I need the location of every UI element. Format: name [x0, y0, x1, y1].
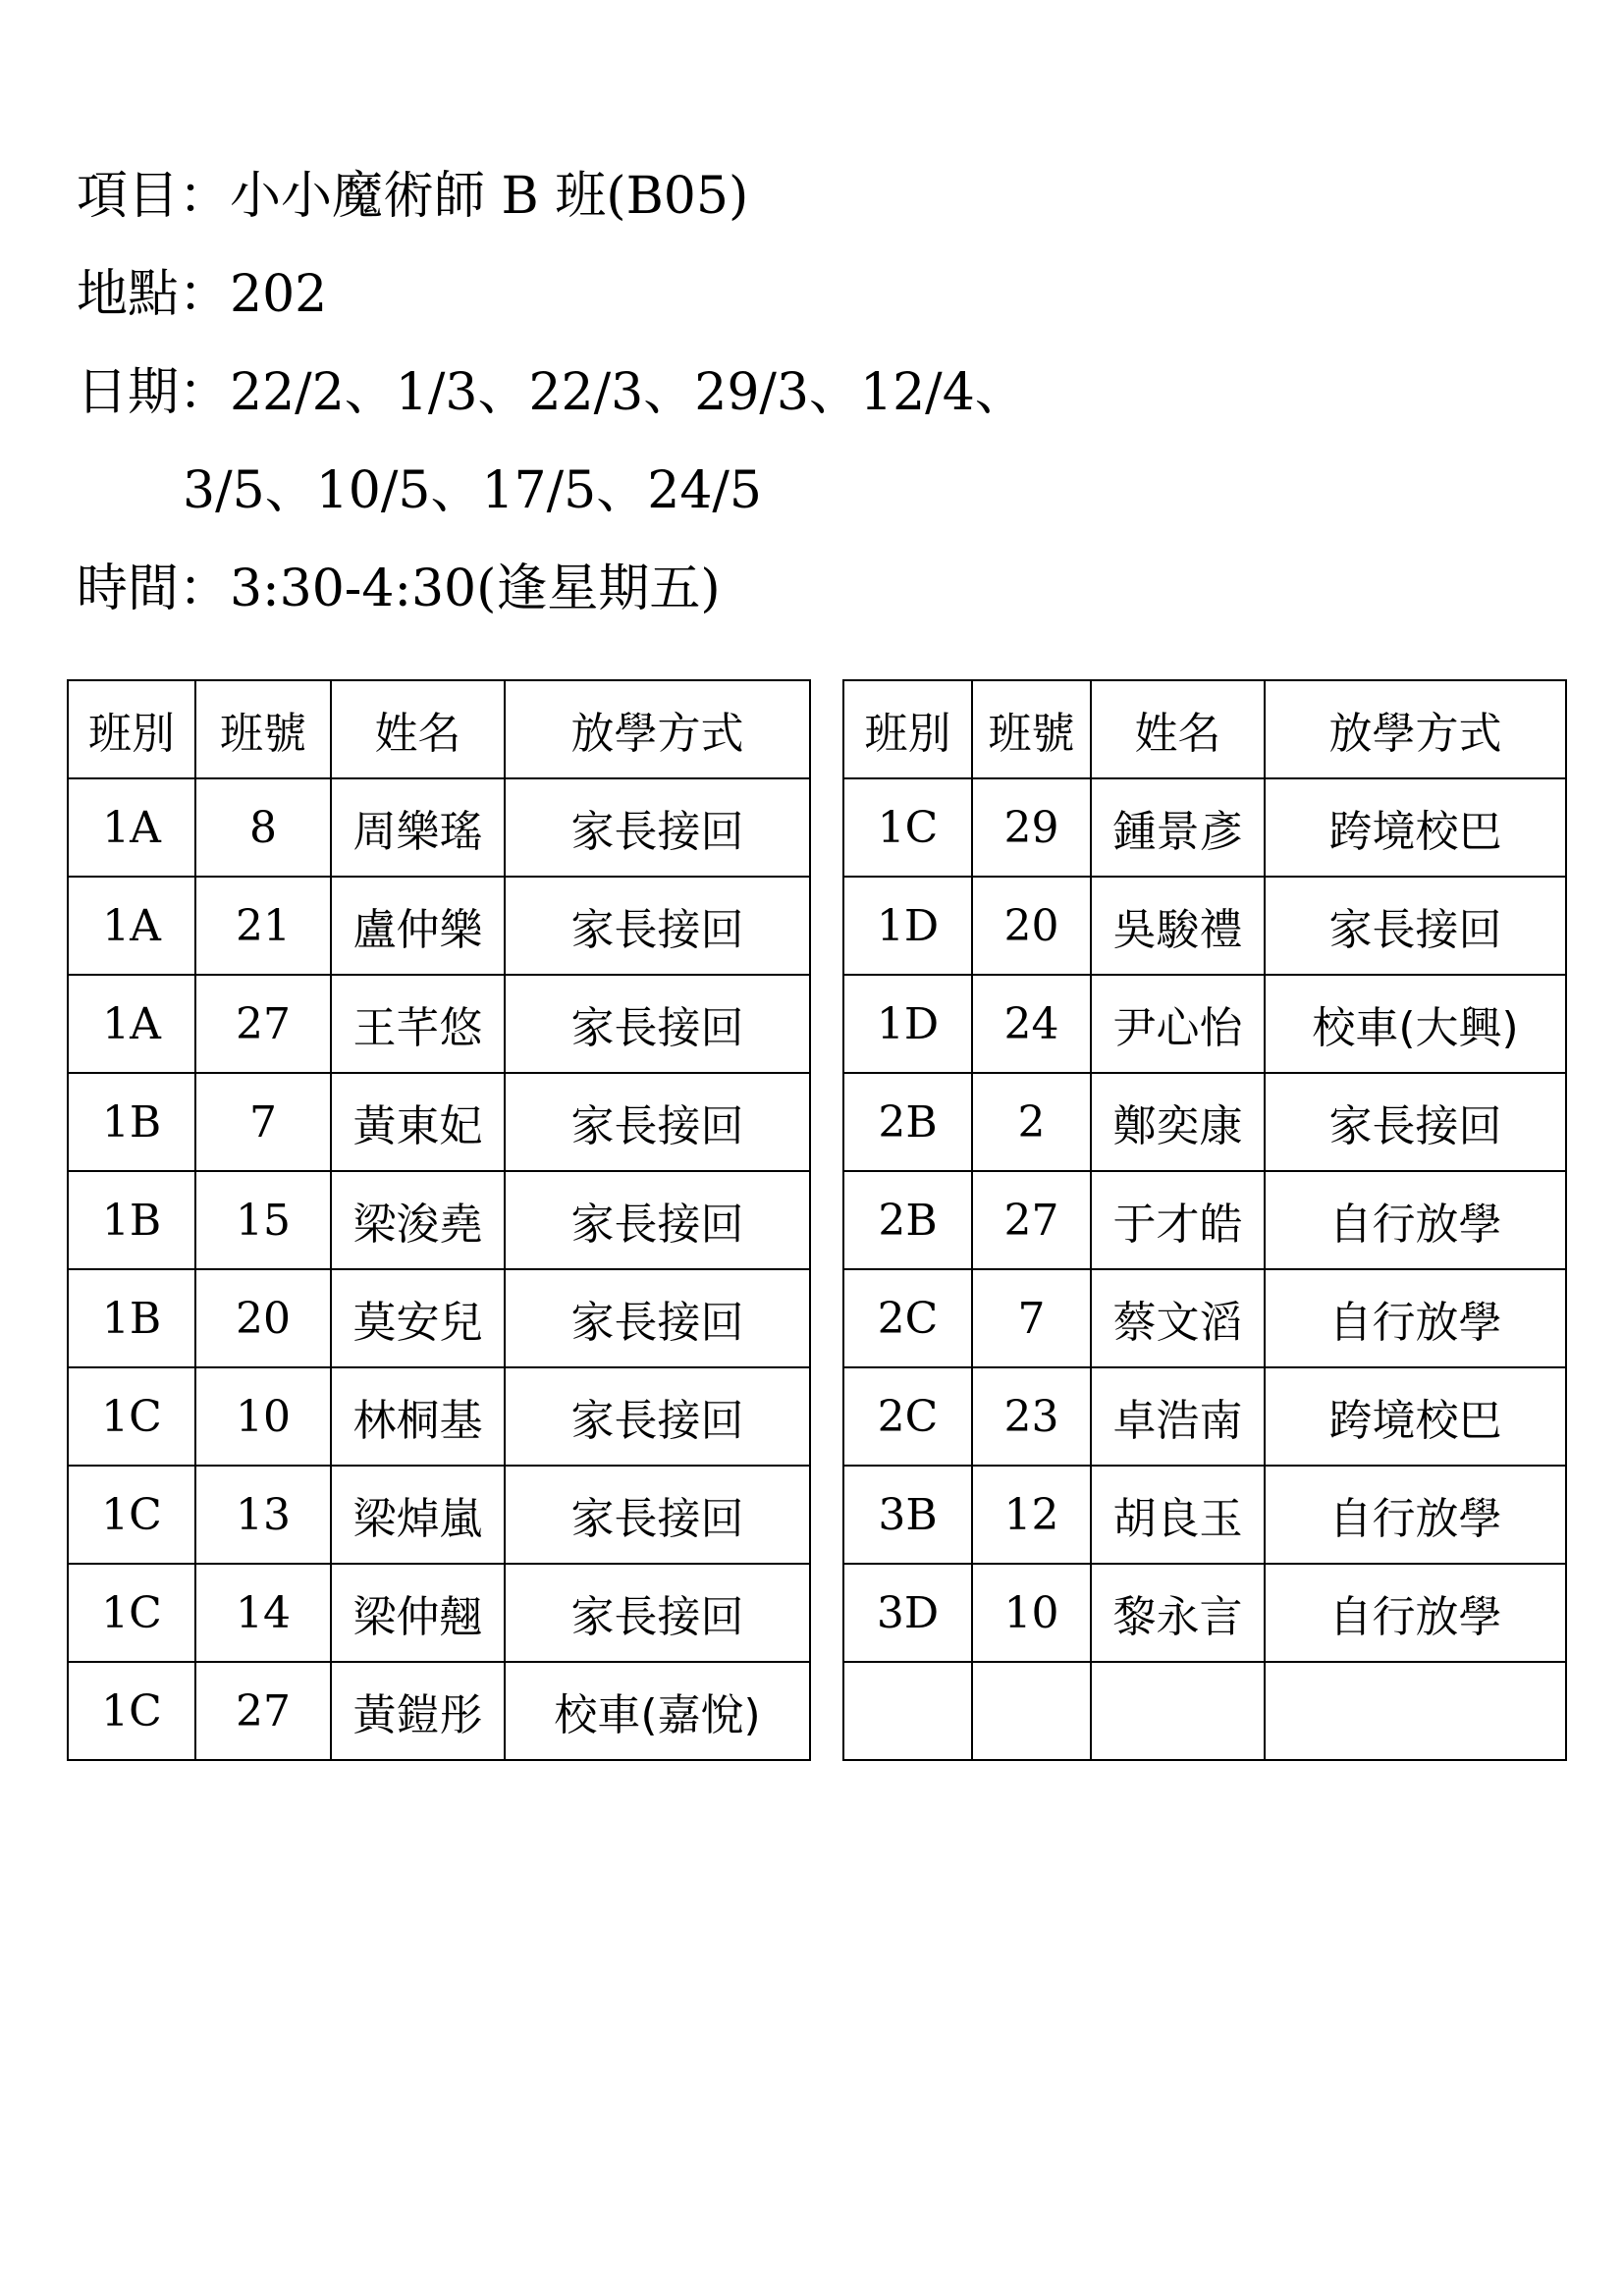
class-cell: 1C [68, 1466, 195, 1564]
class-cell: 1A [68, 975, 195, 1073]
table-row [68, 1662, 810, 1760]
date-value-continued: 3/5、10/5、17/5、24/5 [183, 461, 763, 520]
class-cell: 1B [68, 1269, 195, 1367]
class-cell: 1D [843, 877, 972, 975]
name-cell: 卓浩南 [1091, 1367, 1265, 1466]
time-value: 3:30-4:30(逢星期五) [230, 560, 721, 618]
date-line-continued [77, 442, 1026, 540]
dismissal-cell: 家長接回 [1265, 877, 1566, 975]
class-cell [843, 1662, 972, 1760]
name-cell: 梁焯嵐 [331, 1466, 505, 1564]
name-cell: 胡良玉 [1091, 1466, 1265, 1564]
class-cell: 2C [843, 1269, 972, 1367]
table-row [68, 1073, 810, 1171]
name-cell: 黃鎧彤 [331, 1662, 505, 1760]
column-header: 班號 [195, 680, 331, 778]
class-cell: 1C [843, 778, 972, 877]
class-cell: 1C [68, 1564, 195, 1662]
number-cell: 29 [972, 778, 1091, 877]
table-header-row [843, 680, 1566, 778]
column-header: 放學方式 [1265, 680, 1566, 778]
table-row [843, 975, 1566, 1073]
table-row [68, 1367, 810, 1466]
column-header: 姓名 [331, 680, 505, 778]
item-value: 小小魔術師 B 班(B05) [230, 167, 749, 226]
place-line [77, 245, 1026, 344]
dismissal-cell: 家長接回 [1265, 1073, 1566, 1171]
dismissal-cell: 家長接回 [505, 1564, 810, 1662]
dismissal-cell: 家長接回 [505, 975, 810, 1073]
number-cell: 7 [972, 1269, 1091, 1367]
number-cell: 15 [195, 1171, 331, 1269]
table-row [68, 1564, 810, 1662]
name-cell: 鄭奕康 [1091, 1073, 1265, 1171]
dismissal-cell: 校車(嘉悅) [505, 1662, 810, 1760]
dismissal-cell [1265, 1662, 1566, 1760]
table-header-row [68, 680, 810, 778]
name-cell: 盧仲樂 [331, 877, 505, 975]
name-cell: 梁仲翹 [331, 1564, 505, 1662]
class-cell: 1D [843, 975, 972, 1073]
class-cell: 2C [843, 1367, 972, 1466]
name-cell: 蔡文滔 [1091, 1269, 1265, 1367]
item-line [77, 147, 1026, 245]
activity-info [77, 147, 1026, 638]
table-row [843, 1073, 1566, 1171]
student-table-left [67, 679, 811, 1761]
table-row [68, 1171, 810, 1269]
dismissal-cell: 校車(大興) [1265, 975, 1566, 1073]
column-header: 班號 [972, 680, 1091, 778]
dismissal-cell: 自行放學 [1265, 1269, 1566, 1367]
number-cell: 7 [195, 1073, 331, 1171]
dismissal-cell: 家長接回 [505, 1073, 810, 1171]
name-cell: 鍾景彥 [1091, 778, 1265, 877]
name-cell: 尹心怡 [1091, 975, 1265, 1073]
dismissal-cell: 家長接回 [505, 877, 810, 975]
dismissal-cell: 自行放學 [1265, 1466, 1566, 1564]
name-cell: 王芊悠 [331, 975, 505, 1073]
number-cell: 20 [972, 877, 1091, 975]
place-label: 地點： [77, 265, 231, 324]
table-row [68, 1466, 810, 1564]
number-cell: 20 [195, 1269, 331, 1367]
table-row [68, 778, 810, 877]
class-cell: 3D [843, 1564, 972, 1662]
table-row [68, 975, 810, 1073]
number-cell: 13 [195, 1466, 331, 1564]
number-cell: 10 [195, 1367, 331, 1466]
date-label: 日期： [77, 363, 231, 422]
dismissal-cell: 家長接回 [505, 778, 810, 877]
dismissal-cell: 自行放學 [1265, 1564, 1566, 1662]
number-cell [972, 1662, 1091, 1760]
student-table-right [842, 679, 1567, 1761]
dismissal-cell: 跨境校巴 [1265, 778, 1566, 877]
table-row [843, 1564, 1566, 1662]
table-row [843, 778, 1566, 877]
name-cell: 于才皓 [1091, 1171, 1265, 1269]
table-row [843, 1171, 1566, 1269]
class-cell: 1C [68, 1367, 195, 1466]
number-cell: 2 [972, 1073, 1091, 1171]
date-line [77, 344, 1026, 442]
number-cell: 8 [195, 778, 331, 877]
class-cell: 1B [68, 1073, 195, 1171]
number-cell: 27 [195, 1662, 331, 1760]
number-cell: 10 [972, 1564, 1091, 1662]
place-value: 202 [230, 265, 328, 324]
class-cell: 1A [68, 778, 195, 877]
dismissal-cell: 自行放學 [1265, 1171, 1566, 1269]
table-row [68, 1269, 810, 1367]
date-value: 22/2、1/3、22/3、29/3、12/4、 [230, 363, 1026, 422]
dismissal-cell: 跨境校巴 [1265, 1367, 1566, 1466]
dismissal-cell: 家長接回 [505, 1367, 810, 1466]
table-row [843, 877, 1566, 975]
class-cell: 1A [68, 877, 195, 975]
name-cell: 吳駿禮 [1091, 877, 1265, 975]
table-row [68, 877, 810, 975]
number-cell: 12 [972, 1466, 1091, 1564]
number-cell: 27 [195, 975, 331, 1073]
column-header: 班別 [843, 680, 972, 778]
name-cell: 黃東妃 [331, 1073, 505, 1171]
number-cell: 14 [195, 1564, 331, 1662]
name-cell: 黎永言 [1091, 1564, 1265, 1662]
table-row [843, 1662, 1566, 1760]
number-cell: 23 [972, 1367, 1091, 1466]
class-cell: 2B [843, 1073, 972, 1171]
class-cell: 2B [843, 1171, 972, 1269]
name-cell: 梁浚堯 [331, 1171, 505, 1269]
name-cell [1091, 1662, 1265, 1760]
dismissal-cell: 家長接回 [505, 1269, 810, 1367]
number-cell: 24 [972, 975, 1091, 1073]
dismissal-cell: 家長接回 [505, 1466, 810, 1564]
column-header: 放學方式 [505, 680, 810, 778]
table-row [843, 1367, 1566, 1466]
number-cell: 27 [972, 1171, 1091, 1269]
class-cell: 1C [68, 1662, 195, 1760]
dismissal-cell: 家長接回 [505, 1171, 810, 1269]
time-line [77, 540, 1026, 638]
table-row [843, 1466, 1566, 1564]
name-cell: 周樂瑤 [331, 778, 505, 877]
table-row [843, 1269, 1566, 1367]
column-header: 姓名 [1091, 680, 1265, 778]
column-header: 班別 [68, 680, 195, 778]
class-cell: 1B [68, 1171, 195, 1269]
item-label: 項目： [77, 167, 231, 226]
time-label: 時間： [77, 560, 231, 618]
name-cell: 莫安兒 [331, 1269, 505, 1367]
name-cell: 林桐基 [331, 1367, 505, 1466]
number-cell: 21 [195, 877, 331, 975]
class-cell: 3B [843, 1466, 972, 1564]
